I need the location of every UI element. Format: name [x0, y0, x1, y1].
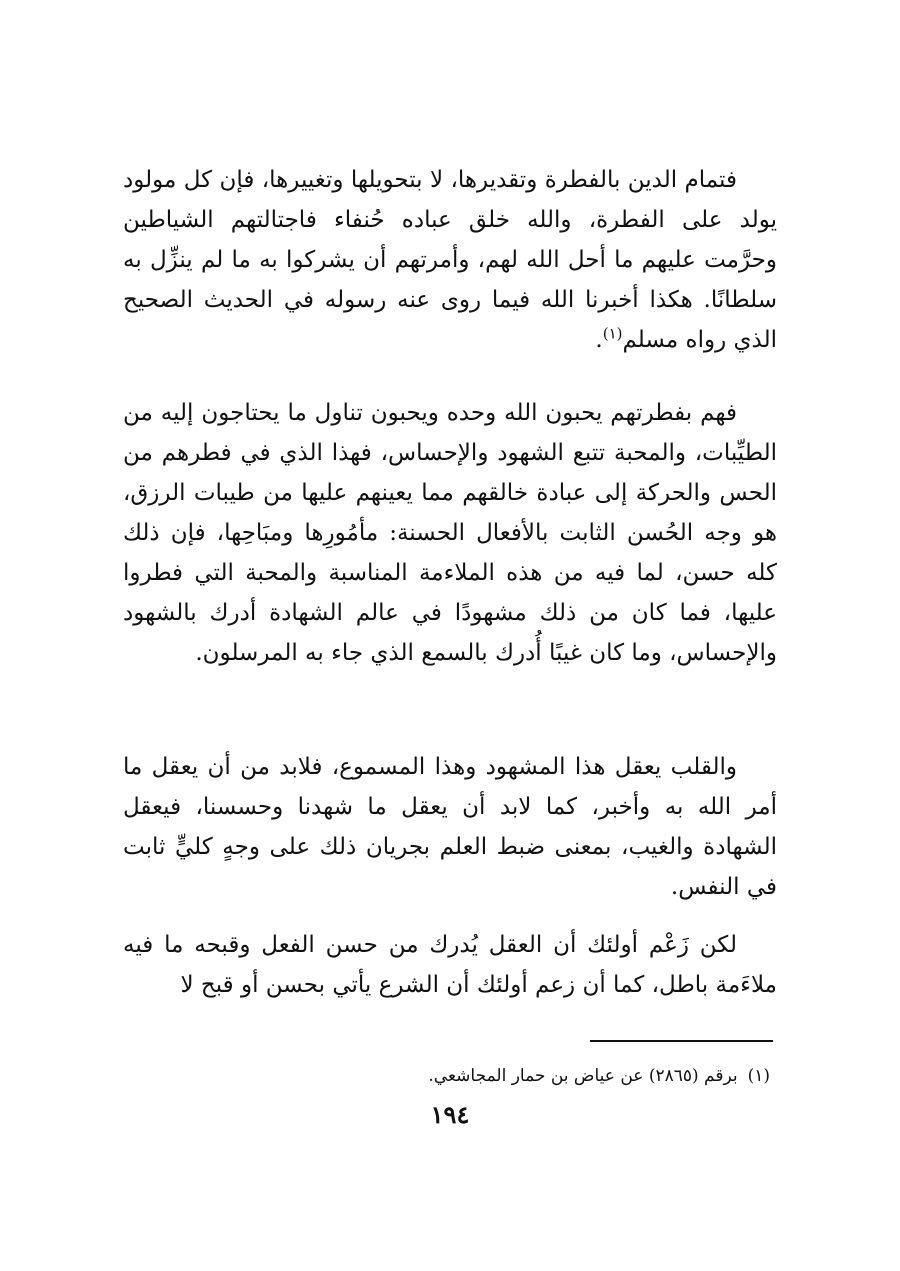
paragraph-4-text: لكن زَعْم أولئك أن العقل يُدرك من حسن الفعل وقبحه ما فيه ملاءَمة باطل، كما أن زعم أولئك أن الشرع يأتي بحسن أو قبح لا — [123, 932, 777, 998]
footnote — [300, 1063, 770, 1089]
footnote-reference[interactable]: (١) — [602, 324, 623, 343]
paragraph-2-text: فهم بفطرتهم يحبون الله وحده ويحبون تناول ما يحتاجون إليه من الطيِّبات، والمحبة تتبع الشهود والإحساس، فهذا الذي في فطرهم من الحس والحركة إلى عبادة خالقهم مما يعينهم عليها من طيبات الرزق، هو وجه الحُسن الثابت بالأفعال الحسنة: مأمُورِها ومبَاحِها، فإن ذلك كله حسن، لما فيه من هذه الملاءمة المناسبة والمحبة التي فطروا عليها، فما كان من ذلك مشهودًا في عالم الشهادة أدرك بالشهود والإحساس، وما كان غيبًا أُدرك بالسمع الذي جاء به المرسلون. — [123, 400, 777, 666]
paragraph-4 — [123, 925, 777, 1005]
paragraph-1-end: . — [595, 327, 603, 353]
paragraph-1 — [123, 160, 777, 360]
paragraph-2 — [123, 393, 777, 673]
footnote-marker: (١) — [747, 1066, 770, 1086]
paragraph-3 — [123, 747, 777, 907]
footnote-divider — [590, 1040, 773, 1042]
footnote-text: برقم (٢٨٦٥) عن عياض بن حمار المجاشعي. — [428, 1066, 738, 1086]
page-number: ١٩٤ — [430, 1100, 470, 1129]
paragraph-1-text: فتمام الدين بالفطرة وتقديرها، لا بتحويلها وتغييرها، فإن كل مولود يولد على الفطرة، والله خلق عباده حُنفاء فاجتالتهم الشياطين وحرَّمت عليهم ما أحل الله لهم، وأمرتهم أن يشركوا به ما لم ينزِّل به سلطانًا. هكذا أخبرنا الله فيما روى عنه رسوله في الحديث الصحيح الذي رواه مسلم — [123, 167, 777, 353]
paragraph-3-text: والقلب يعقل هذا المشهود وهذا المسموع، فلابد من أن يعقل ما أمر الله به وأخبر، كما لابد أن يعقل ما شهدنا وحسسنا، فيعقل الشهادة والغيب، بمعنى ضبط العلم بجريان ذلك على وجهٍ كليٍّ ثابت في النفس. — [123, 754, 777, 900]
